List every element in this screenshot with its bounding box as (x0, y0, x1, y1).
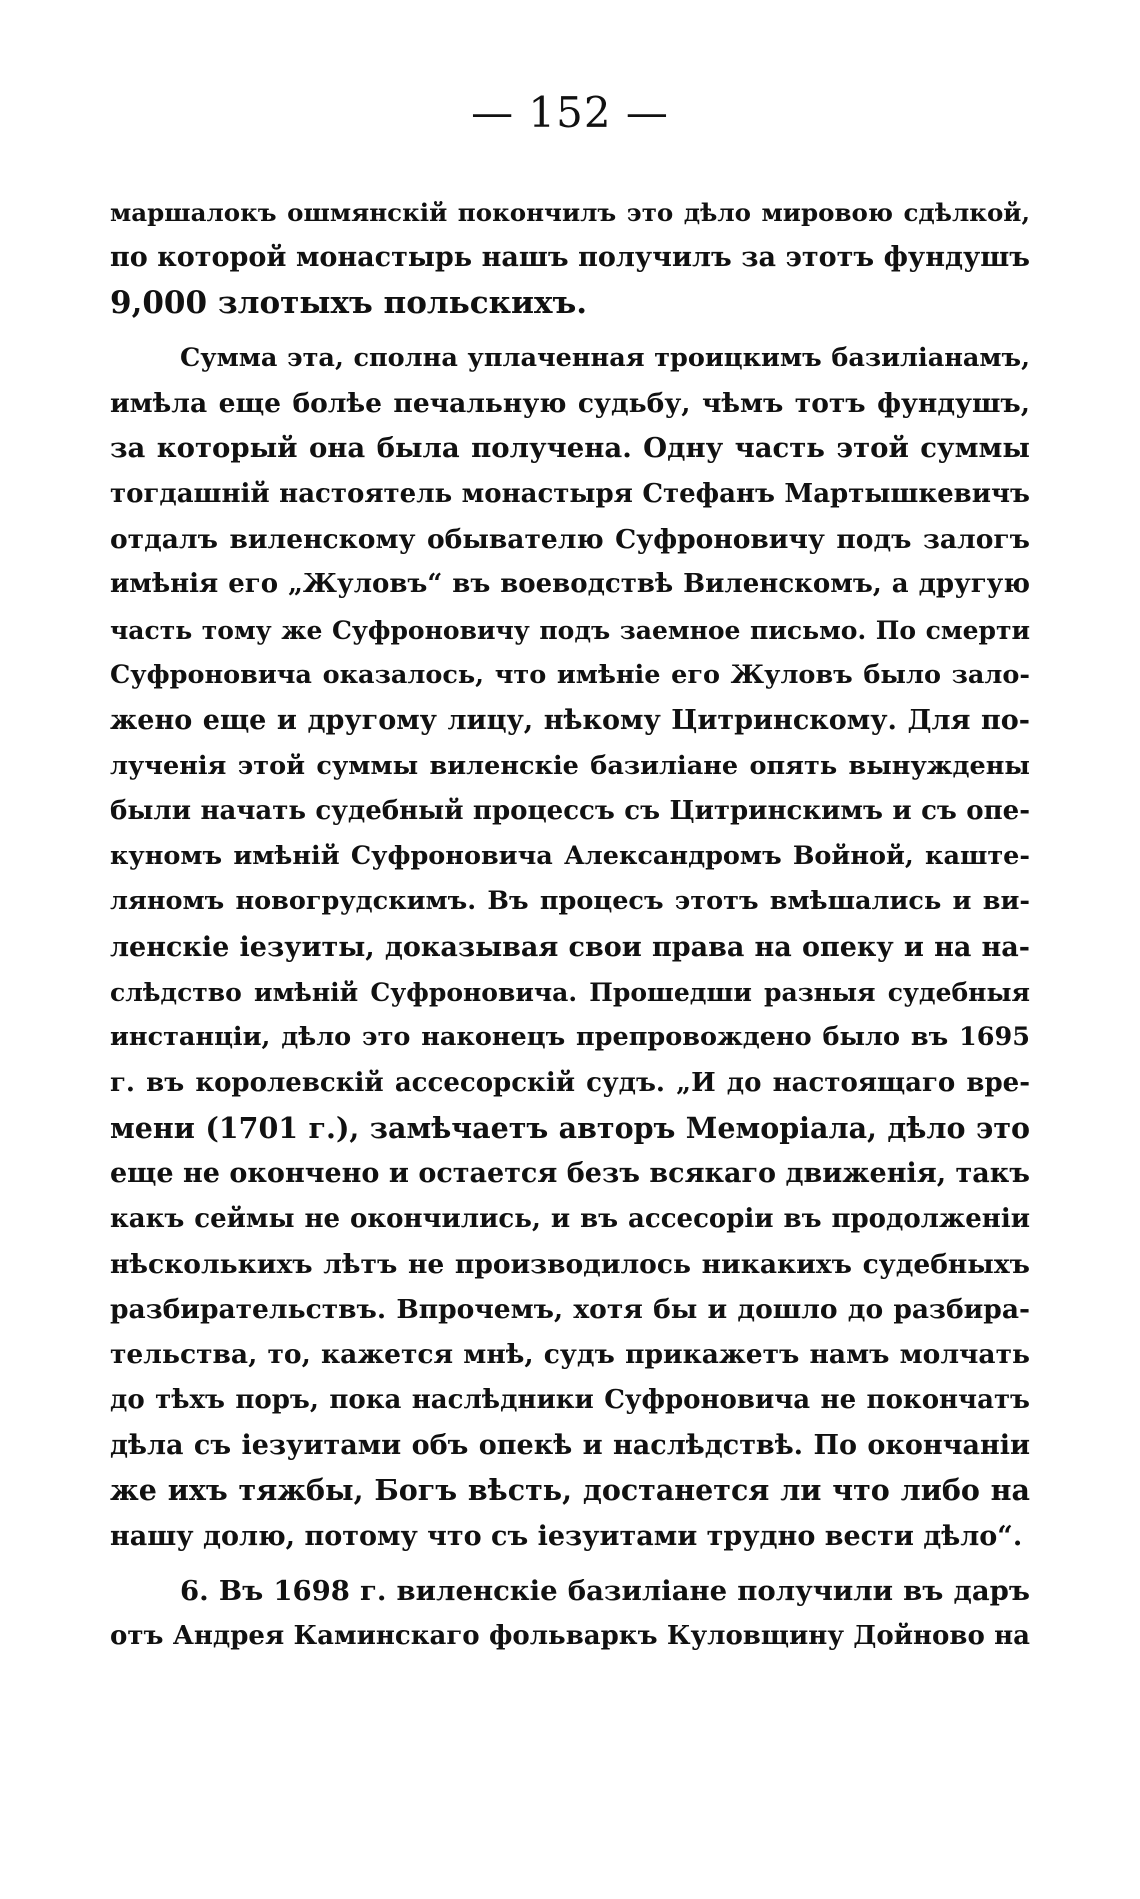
body-text (110, 190, 1030, 1660)
text-line: часть тому же Суфроновичу подъ заемное письмо. По смерти (110, 615, 1030, 645)
text-line: ляномъ новогрудскимъ. Въ процесъ этотъ вмѣшались и ви- (110, 886, 1030, 917)
text-line: лученія этой суммы виленскіе базиліане опять вынуждены (110, 750, 1030, 781)
text-line: куномъ имѣній Суфроновича Александромъ Войной, каште- (110, 841, 1030, 872)
text-line: дѣла съ іезуитами объ опекѣ и наслѣдствѣ. По окончаніи (110, 1430, 1030, 1462)
paragraph (110, 190, 1030, 326)
text-line: тельства, то, кажется мнѣ, судъ прикажетъ намъ молчать (110, 1339, 1030, 1371)
text-line: ленскіе іезуиты, доказывая свои права на опеку и на на- (110, 931, 1030, 963)
text-line: за который она была получена. Одну часть этой суммы (110, 432, 1030, 465)
text-line: еще не окончено и остается безъ всякаго движенія, такъ (110, 1158, 1030, 1190)
paragraph (110, 1569, 1030, 1660)
text-line: слѣдство имѣній Суфроновича. Прошедши разныя судебныя (110, 978, 1030, 1008)
text-line: нѣсколькихъ лѣтъ не производилось никакихъ судебныхъ (110, 1248, 1030, 1280)
text-line: по которой монастырь нашъ получилъ за этотъ фундушъ (110, 242, 1030, 274)
text-line: разбирательствъ. Впрочемъ, хотя бы и дошло до разбира- (110, 1294, 1030, 1326)
text-line: имѣла еще болѣе печальную судьбу, чѣмъ тотъ фундушъ, (110, 388, 1030, 420)
text-line: маршалокъ ошмянскій покончилъ это дѣло мировою сдѣлкой, (110, 198, 1030, 227)
text-line: 9,000 злотыхъ польскихъ. (110, 284, 588, 321)
text-line: Суфроновича оказалось, что имѣніе его Жуловъ было зало- (110, 659, 1030, 690)
text-line: тогдашній настоятель монастыря Стефанъ Мартышкевичъ (110, 478, 1030, 509)
text-line: мени (1701 г.), замѣчаетъ авторъ Меморіала, дѣло это (110, 1110, 1030, 1145)
text-line: имѣнія его „Жуловъ“ въ воеводствѣ Виленскомъ, а другую (110, 569, 1030, 600)
text-line: 6. Въ 1698 г. виленскіе базиліане получили въ даръ (180, 1574, 1030, 1607)
text-line: были начать судебный процессъ съ Цитринскимъ и съ опе- (110, 795, 1030, 826)
page-number: — 152 — (471, 88, 669, 137)
text-line: отдалъ виленскому обывателю Суфроновичу подъ залогъ (110, 524, 1030, 556)
paragraph (110, 336, 1030, 1559)
text-line: Сумма эта, сполна уплаченная троицкимъ базиліанамъ, (180, 342, 1030, 373)
text-line: г. въ королевскій ассесорскій судъ. „И до настоящаго вре- (110, 1067, 1030, 1098)
text-line: нашу долю, потому что съ іезуитами трудно вести дѣло“. (110, 1520, 1023, 1552)
text-line: жено еще и другому лицу, нѣкому Цитринскому. Для по- (110, 705, 1030, 737)
text-line: до тѣхъ поръ, пока наслѣдники Суфроновича не покончатъ (110, 1384, 1030, 1415)
text-line: отъ Андрея Каминскаго фольваркъ Куловщину Дойново на (110, 1621, 1030, 1652)
text-line: же ихъ тяжбы, Богъ вѣсть, достанется ли что либо на (110, 1473, 1030, 1508)
text-line: какъ сеймы не окончились, и въ ассесоріи въ продолженіи (110, 1203, 1030, 1234)
text-line: инстанціи, дѣло это наконецъ препровождено было въ 1695 (110, 1022, 1030, 1053)
